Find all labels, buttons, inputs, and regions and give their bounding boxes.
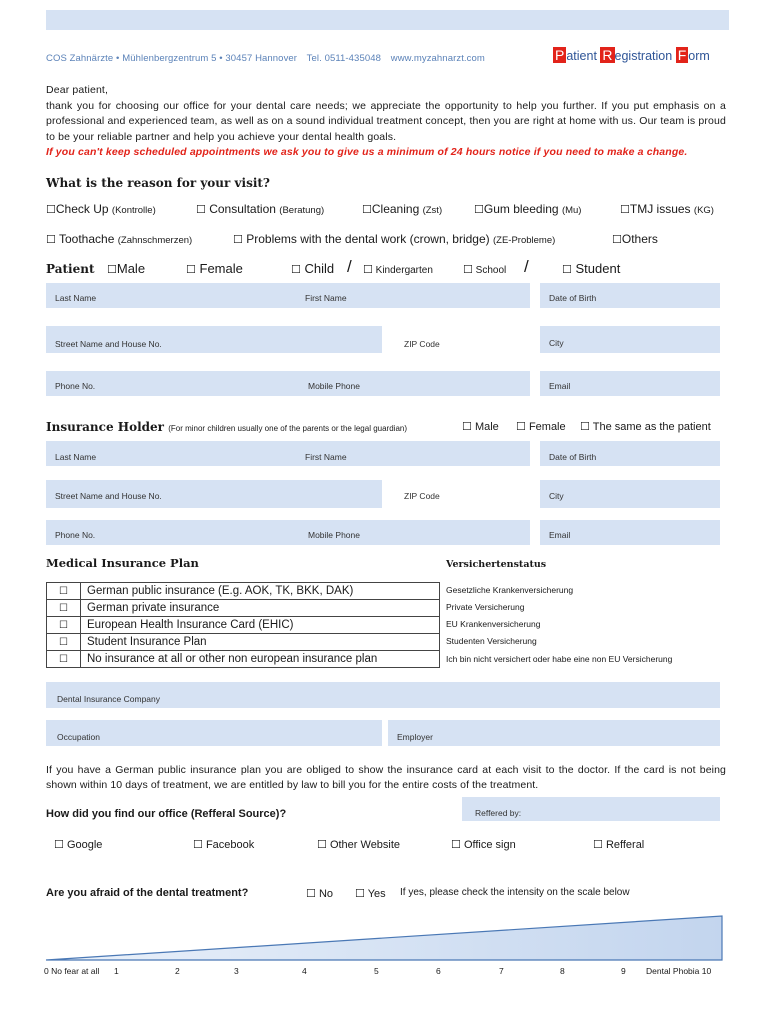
patient-city-field[interactable] <box>540 326 720 353</box>
slash-divider: / <box>347 257 352 276</box>
scale-label-10: Dental Phobia 10 <box>646 966 712 976</box>
patient-dob-label: Date of Birth <box>549 293 597 303</box>
dental-insurance-company-label: Dental Insurance Company <box>57 694 161 704</box>
insurance-card-note: If you have a German public insurance plan you are obliged to show the insurance card at each visit to the doctor. If the card is not being shown within 10 days of treatment, we are entitled by law to bill you for the entire costs of the treatment. <box>46 764 726 791</box>
insurance-plan-table <box>46 582 440 668</box>
scale-label-4: 4 <box>302 966 307 976</box>
patient-zip-label: ZIP Code <box>404 339 440 349</box>
clinic-address <box>46 53 492 64</box>
plan-label-none: No insurance at all or other non european insurance plan <box>81 651 440 668</box>
holder-city-field[interactable] <box>540 480 720 508</box>
table-row <box>47 634 440 651</box>
holder-first-name-label: First Name <box>305 452 347 462</box>
patient-female-option[interactable]: ☐ Female <box>186 261 243 276</box>
employer-field[interactable] <box>388 720 720 746</box>
holder-dob-label: Date of Birth <box>549 452 597 462</box>
header-bar <box>46 10 729 30</box>
holder-zip-label: ZIP Code <box>404 491 440 501</box>
insurance-status-title: Versichertenstatus <box>446 559 547 570</box>
visit-option-tmj[interactable]: ☐TMJ issues (KG) <box>620 202 714 216</box>
patient-first-name-label: First Name <box>305 293 347 303</box>
plan-status-student: Studenten Versicherung <box>446 636 537 646</box>
scale-label-0: 0 No fear at all <box>44 966 100 976</box>
clinic-name: COS Zahnärzte • Mühlenbergzentrum 5 • 30457 Hannover <box>46 53 298 64</box>
fear-intensity-scale[interactable] <box>44 914 724 964</box>
visit-option-consultation[interactable]: ☐ Consultation (Beratung) <box>196 202 325 216</box>
clinic-website: www.myzahnarzt.com <box>390 53 485 64</box>
patient-phone-label: Phone No. <box>55 381 96 391</box>
plan-label-ehic: European Health Insurance Card (EHIC) <box>81 617 440 634</box>
referral-option-office-sign[interactable]: ☐ Office sign <box>451 838 516 851</box>
patient-title: Patient <box>46 262 95 276</box>
patient-child-option[interactable]: ☐ Child <box>291 261 335 276</box>
medical-insurance-title: Medical Insurance Plan <box>46 556 199 570</box>
holder-female-option[interactable]: ☐ Female <box>516 420 566 433</box>
referral-option-other-website[interactable]: ☐ Other Website <box>317 838 401 851</box>
scale-label-9: 9 <box>621 966 626 976</box>
plan-checkbox-private[interactable]: ☐ <box>47 600 81 617</box>
visit-option-checkup[interactable]: ☐Check Up (Kontrolle) <box>46 202 156 216</box>
visit-option-toothache[interactable]: ☐ Toothache (Zahnschmerzen) <box>46 232 193 246</box>
plan-status-public: Gesetzliche Krankenversicherung <box>446 585 574 595</box>
clinic-phone: Tel. 0511-435048 <box>306 53 381 64</box>
holder-street-label: Street Name and House No. <box>55 491 162 501</box>
plan-status-none: Ich bin nicht versichert oder habe eine non EU Versicherung <box>446 654 673 664</box>
holder-phone-label: Phone No. <box>55 530 96 540</box>
occupation-label: Occupation <box>57 732 100 742</box>
fear-option-yes[interactable]: ☐ Yes <box>355 887 386 900</box>
scale-label-5: 5 <box>374 966 379 976</box>
holder-email-label: Email <box>549 530 571 540</box>
plan-status-private: Private Versicherung <box>446 602 525 612</box>
holder-same-as-patient-option[interactable]: ☐ The same as the patient <box>580 420 711 433</box>
scale-label-6: 6 <box>436 966 441 976</box>
visit-option-others[interactable]: ☐Others <box>612 232 658 246</box>
holder-mobile-label: Mobile Phone <box>308 530 360 540</box>
patient-last-name-label: Last Name <box>55 293 97 303</box>
visit-option-gum-bleeding[interactable]: ☐Gum bleeding (Mu) <box>474 202 582 216</box>
patient-email-label: Email <box>549 381 571 391</box>
plan-checkbox-none[interactable]: ☐ <box>47 651 81 668</box>
fear-hint: If yes, please check the intensity on the scale below <box>400 887 630 898</box>
intro-body: thank you for choosing our office for your dental care needs; we appreciate the opportunity to help you further. If you put emphasis on a professional and experienced team, as well as on a sound individual treatment concept, then you are right at home with us. Our team is proud to be your reliable partner and help you achieve your dental health goals. <box>46 99 726 143</box>
referral-option-facebook[interactable]: ☐ Facebook <box>193 838 255 851</box>
plan-label-private: German private insurance <box>81 600 440 617</box>
plan-checkbox-student[interactable]: ☐ <box>47 634 81 651</box>
scale-label-7: 7 <box>499 966 504 976</box>
table-row <box>47 583 440 600</box>
patient-city-label: City <box>549 338 564 348</box>
patient-mobile-label: Mobile Phone <box>308 381 360 391</box>
visit-option-dental-work[interactable]: ☐ Problems with the dental work (crown, bridge) (ZE-Probleme) <box>233 232 556 246</box>
plan-label-student: Student Insurance Plan <box>81 634 440 651</box>
table-row <box>47 651 440 668</box>
patient-school-option[interactable]: ☐ School <box>463 263 507 276</box>
patient-kindergarten-option[interactable]: ☐ Kindergarten <box>363 263 433 276</box>
insurance-holder-title: Insurance Holder (For minor children usually one of the parents or the legal guardian) <box>46 420 407 434</box>
fear-option-no[interactable]: ☐ No <box>306 887 333 900</box>
intro-text <box>46 83 726 161</box>
holder-city-label: City <box>549 491 564 501</box>
patient-street-label: Street Name and House No. <box>55 339 162 349</box>
table-row <box>47 600 440 617</box>
scale-label-8: 8 <box>560 966 565 976</box>
holder-last-name-label: Last Name <box>55 452 97 462</box>
plan-status-ehic: EU Krankenversicherung <box>446 619 541 629</box>
insurance-holder-note: (For minor children usually one of the parents or the legal guardian) <box>168 424 407 433</box>
greeting: Dear patient, <box>46 84 109 96</box>
plan-checkbox-public[interactable]: ☐ <box>47 583 81 600</box>
scale-label-2: 2 <box>175 966 180 976</box>
table-row <box>47 617 440 634</box>
patient-student-option[interactable]: ☐ Student <box>562 261 621 276</box>
visit-reason-title: What is the reason for your visit? <box>46 176 270 190</box>
employer-label: Employer <box>397 732 433 742</box>
scale-label-1: 1 <box>114 966 119 976</box>
fear-question: Are you afraid of the dental treatment? <box>46 887 249 899</box>
slash-divider: / <box>524 257 529 276</box>
referral-option-refferal[interactable]: ☐ Refferal <box>593 838 645 851</box>
patient-male-option[interactable]: ☐Male <box>107 261 146 276</box>
referral-question: How did you find our office (Refferal Source)? <box>46 808 287 820</box>
cancellation-warning: If you can't keep scheduled appointments we ask you to give us a minimum of 24 hours notice if you need to make a change. <box>46 146 688 158</box>
referral-option-google[interactable]: ☐ Google <box>54 838 103 851</box>
reffered-by-label: Reffered by: <box>475 808 522 818</box>
holder-male-option[interactable]: ☐ Male <box>462 420 499 433</box>
visit-option-cleaning[interactable]: ☐Cleaning (Zst) <box>362 202 443 216</box>
scale-label-3: 3 <box>234 966 239 976</box>
plan-label-public: German public insurance (E.g. AOK, TK, BKK, DAK) <box>81 583 440 600</box>
form-title: P atient R egistration F orm <box>555 47 710 63</box>
plan-checkbox-ehic[interactable]: ☐ <box>47 617 81 634</box>
